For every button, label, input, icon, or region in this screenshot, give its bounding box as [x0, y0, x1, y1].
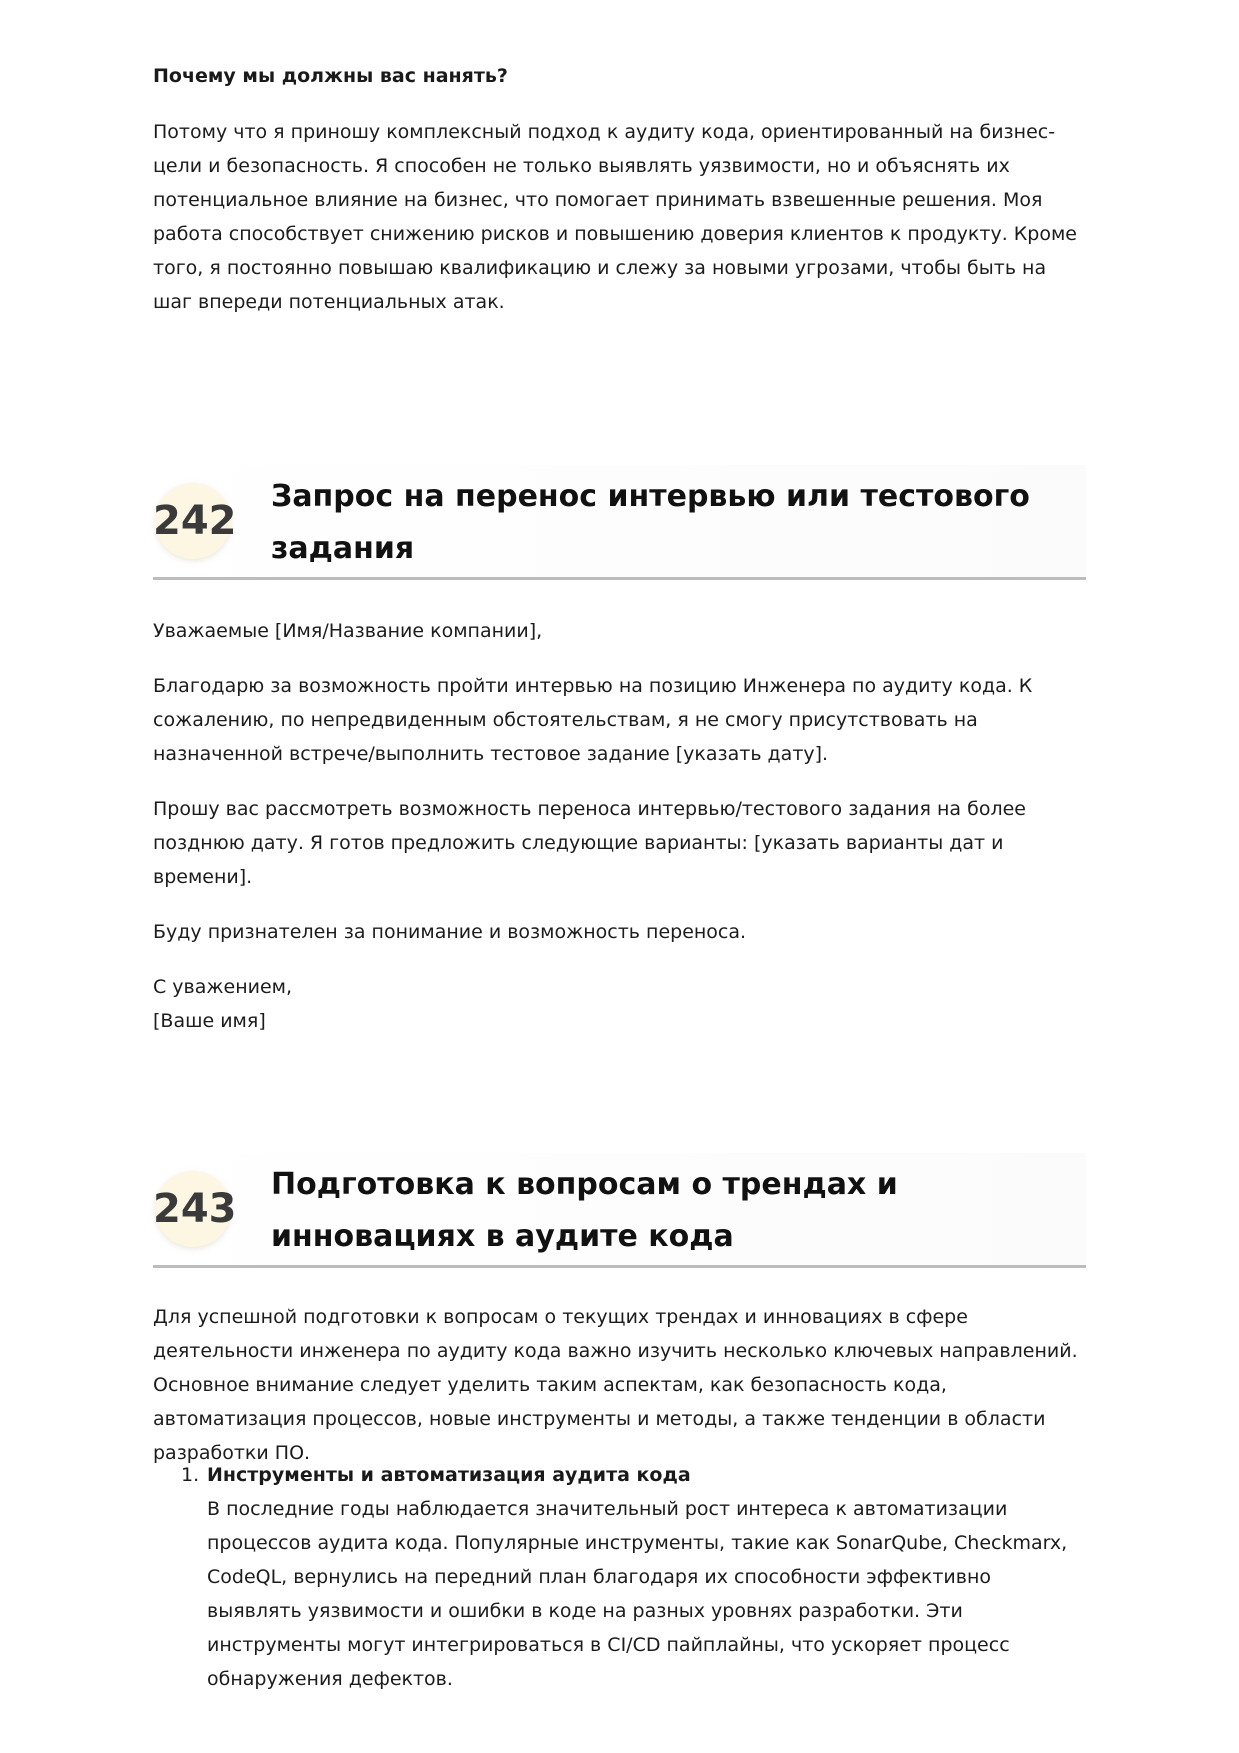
letter-closing: С уважением,	[153, 976, 293, 998]
section-header-243	[153, 1153, 1086, 1268]
letter-paragraph: Прошу вас рассмотреть возможность переноса интервью/тестового задания на более позднюю дату. Я готов предложить следующие варианты: [указать варианты дат и времени].	[153, 798, 1026, 888]
list-item-number: 1.	[181, 1464, 200, 1486]
section-intro-text: Для успешной подготовки к вопросам о текущих трендах и инновациях в сфере деятельности инженера по аудиту кода важно изучить несколько ключевых направлений. Основное внимание следует уделить таким аспектам, как безопасность кода, автоматизация процессов, новые инструменты и методы, а также тенденции в области разработки ПО.	[153, 1306, 1078, 1464]
question-answer: Потому что я приношу комплексный подход к аудиту кода, ориентированный на бизнес-цели и безопасность. Я способен не только выявлять уязвимости, но и объяснять их потенциальное влияние на бизнес, что помогает принимать взвешенные решения. Моя работа способствует снижению рисков и повышению доверия клиентов к продукту. Кроме того, я постоянно повышаю квалификацию и слежу за новыми угрозами, чтобы быть на шаг впереди потенциальных атак.	[153, 121, 1077, 313]
list-item-text: В последние годы наблюдается значительный рост интереса к автоматизации процессов аудита кода. Популярные инструменты, такие как SonarQube, Checkmarx, CodeQL, вернулись на передний план благодаря их способности эффективно выявлять уязвимости и ошибки в коде на разных уровнях разработки. Эти инструменты могут интегрироваться в CI/CD пайплайны, что ускоряет процесс обнаружения дефектов.	[207, 1498, 1068, 1690]
question-title: Почему мы должны вас нанять?	[153, 65, 508, 87]
letter-paragraph: Буду признателен за понимание и возможность переноса.	[153, 921, 747, 943]
section-title: Подготовка к вопросам о трендах и инновациях в аудите кода	[271, 1167, 898, 1254]
letter-signature: [Ваше имя]	[153, 1010, 266, 1032]
section-title: Запрос на перенос интервью или тестового задания	[271, 479, 1030, 566]
letter-greeting: Уважаемые [Имя/Название компании],	[153, 620, 543, 642]
section-header-242	[153, 465, 1086, 580]
section-number: 243	[153, 1186, 237, 1232]
section-intro	[153, 1300, 1086, 1470]
list-item-title: Инструменты и автоматизация аудита кода	[207, 1464, 691, 1486]
section-number: 242	[153, 498, 237, 544]
question-answer-block	[153, 115, 1086, 319]
letter-body	[153, 614, 1086, 1038]
letter-paragraph: Благодарю за возможность пройти интервью на позицию Инженера по аудиту кода. К сожалению, по непредвиденным обстоятельствам, я не смогу присутствовать на назначенной встрече/выполнить тестовое задание [указать дату].	[153, 675, 1033, 765]
list-item-body	[207, 1458, 1086, 1696]
